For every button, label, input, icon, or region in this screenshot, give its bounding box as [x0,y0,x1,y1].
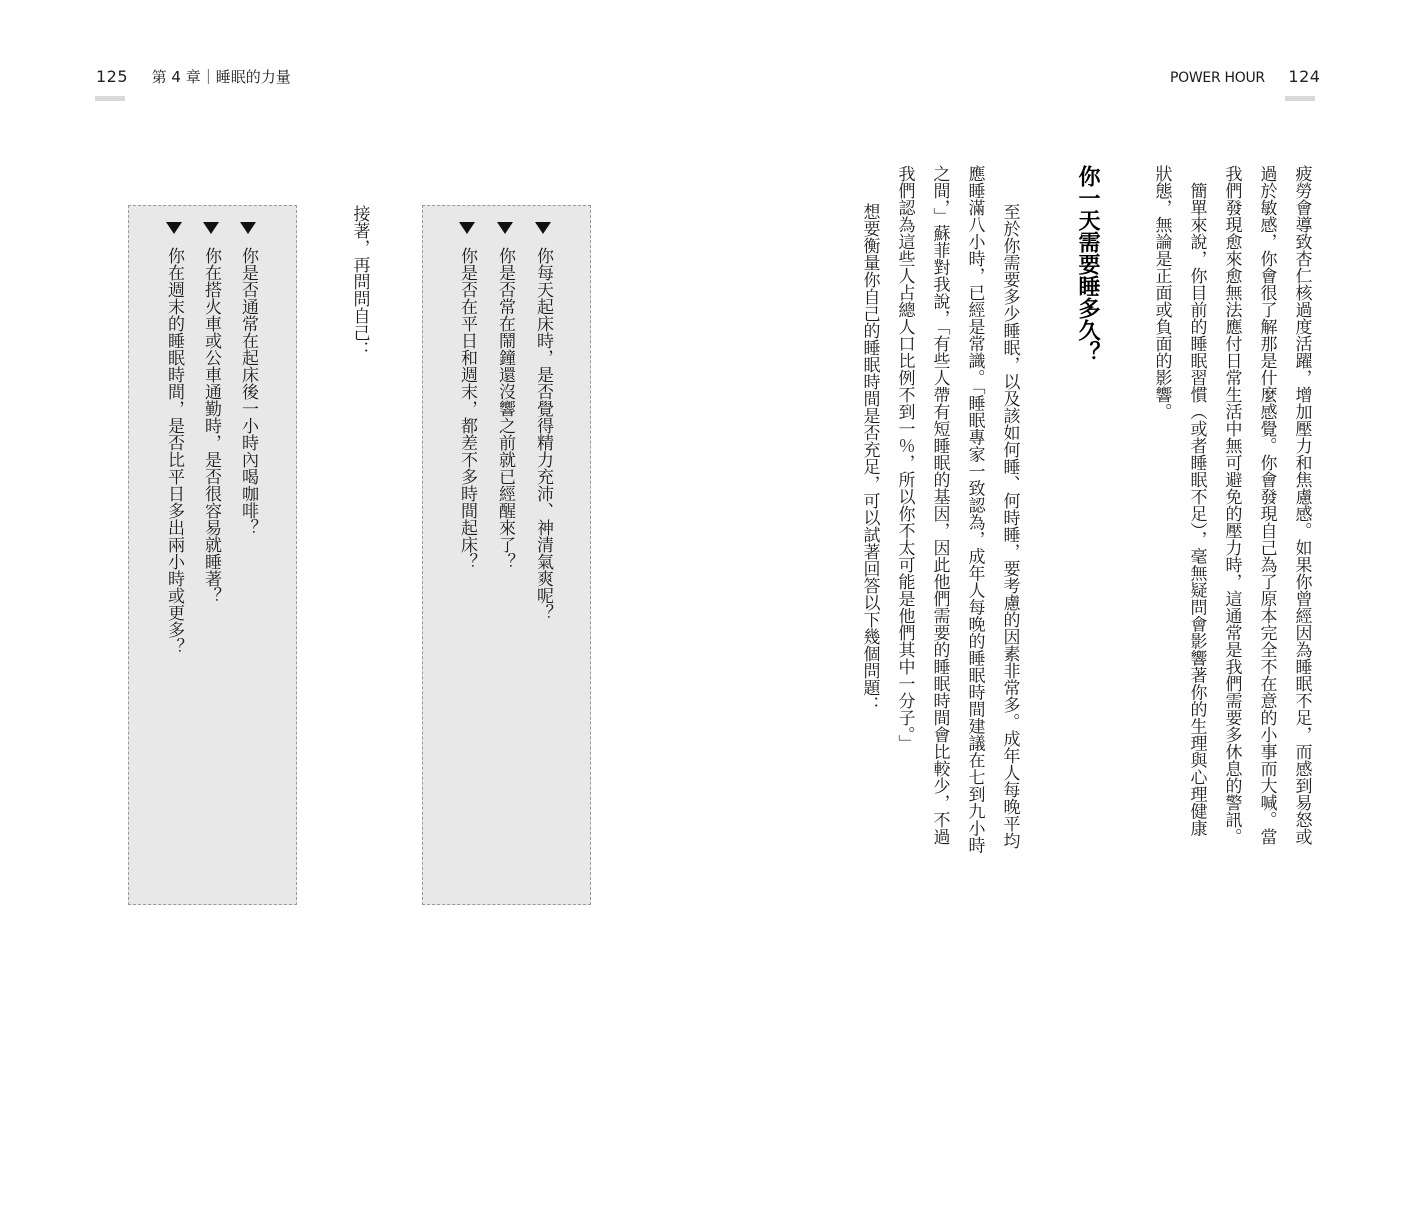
paragraph-3-col-4: 我們認為這些人占總人口比例不到一％，所以你不太可能是他們其中一分子。」 [894,165,915,752]
section-heading: 你一天需要睡多久？ [1075,165,1100,363]
right-page-number: 124 [1288,67,1321,86]
paragraph-3-col-2: 應睡滿八小時，已經是常識。「睡眠專家一致認為，成年人每晚的睡眠時間建議在七到九小時 [964,165,985,854]
left-page-number: 125 [96,67,129,86]
triangle-bullet-icon [203,222,219,234]
paragraph-2-col-2: 狀態，無論是正面或負面的影響。 [1151,165,1172,420]
paragraph-1-col-2: 過於敏感，你會很了解那是什麼感覺。你會發現自己為了原本完全不在意的小事而大喊。當 [1256,165,1277,845]
book-title: POWER HOUR [1170,70,1265,86]
chapter-title: 第 4 章｜睡眠的力量 [151,68,291,86]
triangle-bullet-icon [497,222,513,234]
paragraph-3-col-3: 之間，」蘇菲對我說，「有些人帶有短睡眠的基因，因此他們需要的睡眠時間會比較少，不過 [929,165,950,845]
question-text: 你是否常在鬧鐘還沒響之前就已經醒來了？ [495,247,515,570]
left-page-header [96,67,291,87]
triangle-bullet-icon [166,222,182,234]
right-page-header [1170,67,1320,88]
lead-in-text: 接著，再問問自己： [349,205,370,358]
paragraph-4-col-1: 想要衡量你自己的睡眠時間是否充足，可以試著回答以下幾個問題： [859,186,880,713]
question-text: 你在搭火車或公車通勤時，是否很容易就睡著？ [201,247,221,604]
triangle-bullet-icon [535,222,551,234]
paragraph-3-col-1: 至於你需要多少睡眠，以及該如何睡、何時睡，要考慮的因素非常多。成年人每晚平均 [999,186,1020,849]
triangle-bullet-icon [459,222,475,234]
paragraph-1-col-3: 我們發現愈來愈無法應付日常生活中無可避免的壓力時，這通常是我們需要多休息的警訊。 [1221,165,1242,845]
triangle-bullet-icon [240,222,256,234]
paragraph-2-col-1: 簡單來說，你目前的睡眠習慣（或者睡眠不足），毫無疑問會影響著你的生理與心理健康 [1186,165,1207,837]
question-text: 你在週末的睡眠時間，是否比平日多出兩小時或更多？ [164,247,184,655]
question-text: 你是否在平日和週末，都差不多時間起床？ [457,247,477,570]
right-header-rule [1285,96,1315,101]
question-text: 你是否通常在起床後一小時內喝咖啡？ [238,247,258,536]
paragraph-1-col-1: 疲勞會導致杏仁核過度活躍，增加壓力和焦慮感。如果你曾經因為睡眠不足，而感到易怒或 [1291,165,1312,845]
left-header-rule [95,96,125,101]
question-text: 你每天起床時，是否覺得精力充沛、神清氣爽呢？ [533,247,553,621]
